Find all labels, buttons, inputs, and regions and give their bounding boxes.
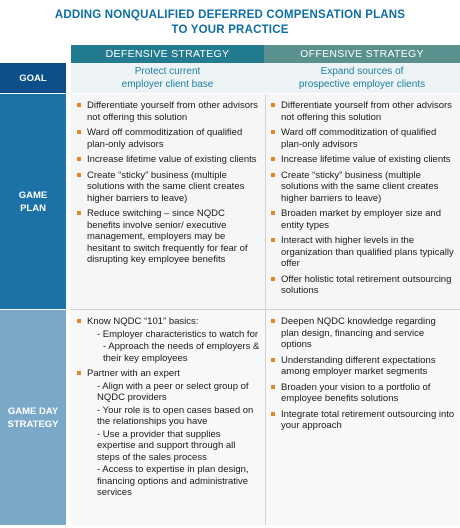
row-label-game-day-strategy [0, 310, 66, 525]
square-bullet-icon [77, 103, 81, 107]
sub-item: - Approach the needs of employers & their key employees [103, 341, 260, 364]
list-item-text: Understanding different expectations among employer market segments [281, 354, 436, 377]
list-item [76, 208, 260, 266]
row-divider [71, 309, 460, 310]
list-item-text: Reduce switching – since NQDC benefits involve senior/ executive management, employers may be hesitant to switch frequently for fear of disrupting key employee benefits [87, 208, 248, 265]
square-bullet-icon [271, 157, 275, 161]
game-plan-defensive-list [76, 100, 260, 270]
list-item-text: Offer holistic total retirement outsourcing solutions [281, 273, 452, 296]
list-item [270, 154, 456, 166]
list-item [270, 409, 456, 432]
sub-item: - Employer characteristics to watch for [97, 328, 259, 340]
list-item-text: Know NQDC “101” basics: [87, 316, 199, 327]
row-label-goal [0, 63, 66, 93]
row-label-game-plan-line-2: PLAN [20, 202, 46, 214]
list-item-text: Increase lifetime value of existing clients [281, 154, 451, 165]
square-bullet-icon [271, 412, 275, 416]
list-item-text: Deepen NQDC knowledge regarding plan design, financing and service options [281, 316, 436, 350]
title-line-2: TO YOUR PRACTICE [171, 24, 289, 36]
list-item [270, 274, 456, 297]
list-item-text: Differentiate yourself from other advisors not offering this solution [281, 100, 452, 123]
square-bullet-icon [271, 103, 275, 107]
square-bullet-icon [271, 238, 275, 242]
list-item-text: Differentiate yourself from other advisors not offering this solution [87, 100, 258, 123]
goal-offensive [264, 66, 460, 92]
list-item-text: Broaden your vision to a portfolio of employee benefits solutions [281, 381, 431, 404]
square-bullet-icon [271, 358, 275, 362]
list-item-text: Integrate total retirement outsourcing into your approach [281, 408, 455, 431]
list-item [76, 170, 260, 205]
header-offensive-strategy: OFFENSIVE STRATEGY [264, 45, 460, 63]
sub-item: - Align with a peer or select group of NQDC providers [97, 380, 249, 403]
square-bullet-icon [77, 371, 81, 375]
list-item-text: Increase lifetime value of existing clients [87, 154, 257, 165]
list-item [270, 235, 456, 270]
goal-defensive-line-1: Protect current [134, 66, 201, 77]
square-bullet-icon [271, 211, 275, 215]
list-item [270, 355, 456, 378]
list-item [76, 154, 260, 166]
goal-defensive [71, 66, 264, 92]
list-item [76, 316, 260, 364]
list-item-text: Interact with higher levels in the organization than qualified plans typically offer [281, 235, 454, 269]
page-title [0, 8, 460, 38]
square-bullet-icon [271, 130, 275, 134]
square-bullet-icon [77, 130, 81, 134]
row-label-game-day-line-1: GAME DAY [7, 405, 59, 417]
list-item [270, 127, 456, 150]
list-item [76, 127, 260, 150]
square-bullet-icon [271, 173, 275, 177]
row-label-game-plan [0, 94, 66, 309]
game-day-offensive-list [270, 316, 456, 436]
square-bullet-icon [77, 319, 81, 323]
game-plan-offensive-list [270, 100, 456, 301]
row-label-game-plan-line-1: GAME [18, 189, 48, 201]
sub-item: - Access to expertise in plan design, financing options and administrative services [97, 464, 249, 498]
square-bullet-icon [77, 157, 81, 161]
list-item [270, 208, 456, 231]
square-bullet-icon [77, 211, 81, 215]
list-item-text: Create “sticky” business (multiple solutions with the same client creates higher barriers to leave) [281, 169, 439, 204]
square-bullet-icon [271, 319, 275, 323]
list-item-text: Ward off commoditization of qualified plan-only advisors [87, 127, 243, 150]
title-line-1: ADDING NONQUALIFIED DEFERRED COMPENSATION PLANS [54, 9, 406, 21]
list-item [270, 382, 456, 405]
list-item [270, 100, 456, 123]
sub-item: - Use a provider that supplies expertise and support through all steps of the sales process [97, 428, 236, 463]
game-day-defensive-list [76, 316, 260, 503]
list-item-text: Create “sticky” business (multiple solutions with the same client creates higher barriers to leave) [87, 169, 245, 204]
list-item [270, 170, 456, 205]
header-defensive-strategy: DEFENSIVE STRATEGY [71, 45, 264, 63]
list-item-text: Broaden market by employer size and entity types [281, 208, 441, 231]
list-item-text: Ward off commoditization of qualified plan-only advisors [281, 127, 437, 150]
list-item [270, 316, 456, 351]
sub-item: - Your role is to open cases based on the relationships you have [97, 404, 254, 427]
square-bullet-icon [271, 277, 275, 281]
square-bullet-icon [271, 385, 275, 389]
list-item-text: Partner with an expert [87, 368, 180, 379]
list-item [76, 100, 260, 123]
goal-offensive-line-2: prospective employer clients [298, 78, 426, 90]
list-item [76, 368, 260, 499]
square-bullet-icon [77, 173, 81, 177]
goal-offensive-line-1: Expand sources of [320, 66, 404, 77]
row-label-game-day-line-2: STRATEGY [7, 418, 59, 430]
row-label-goal-text: GOAL [19, 72, 47, 84]
goal-defensive-line-2: employer client base [121, 78, 214, 90]
